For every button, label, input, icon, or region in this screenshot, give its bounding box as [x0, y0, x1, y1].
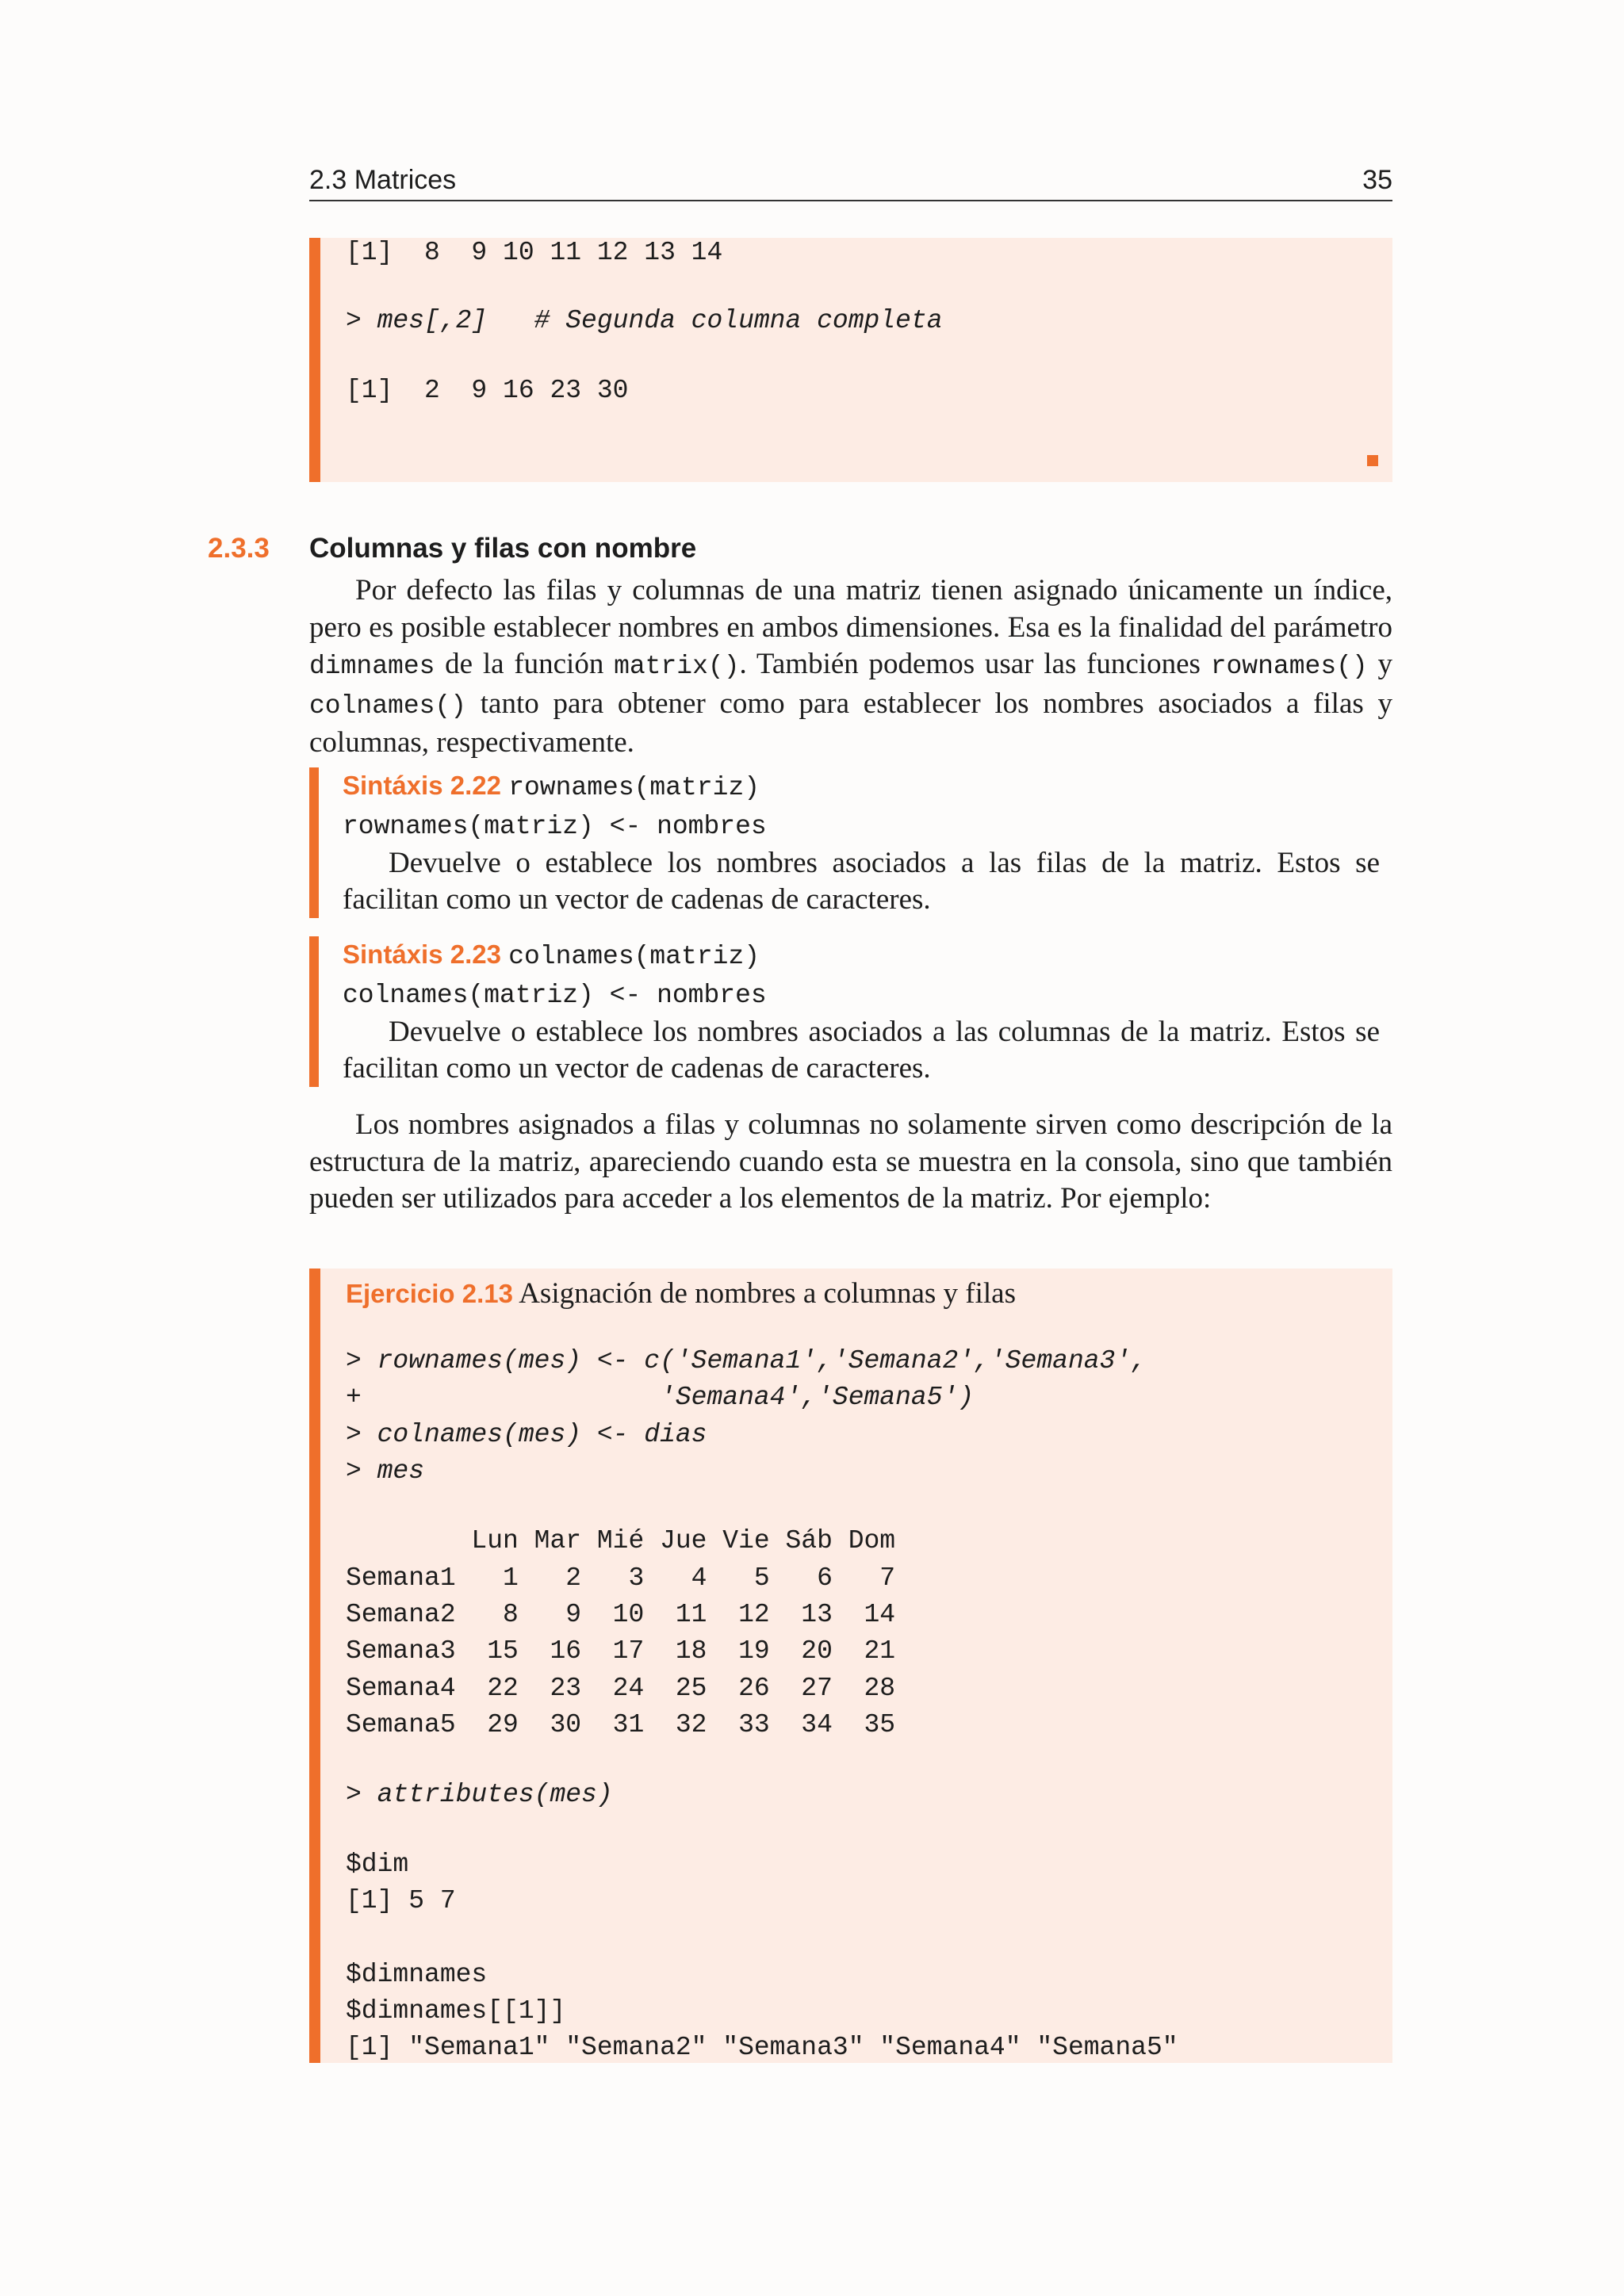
explanation-paragraph: Los nombres asignados a filas y columnas no solamente sirven como descripción de la estructura de la matriz, apareciendo cuando esta se muestra en la consola, sino que también pueden ser utilizados para acceder a los elementos de la matriz. Por ejemplo: — [309, 1108, 1392, 1215]
syntax-description: Devuelve o establece los nombres asociados a las columnas de la matriz. Estos se facilitan como un vector de cadenas de caracteres. — [343, 1016, 1380, 1085]
end-of-exercise-mark — [1367, 455, 1378, 466]
code-line: > colnames(mes) <- dias — [346, 1420, 707, 1449]
code-output-continued — [309, 238, 1392, 482]
syntax-box-rownames — [309, 767, 1392, 918]
syntax-box-colnames — [309, 936, 1392, 1087]
matrix-row: Semana2 8 9 10 11 12 13 14 — [346, 1600, 896, 1629]
matrix-row: Semana1 1 2 3 4 5 6 7 — [346, 1563, 896, 1593]
syntax-signature-assign: colnames(matriz) <- nombres — [343, 981, 767, 1010]
exercise-box — [309, 1269, 1392, 2063]
matrix-header: Lun Mar Mié Jue Vie Sáb Dom — [346, 1526, 896, 1556]
running-header — [309, 159, 1392, 201]
code-line: [1] 8 9 10 11 12 13 14 — [346, 238, 723, 267]
syntax-label: Sintáxis 2.23 — [343, 939, 501, 969]
code-line: > attributes(mes) — [346, 1780, 613, 1809]
code-line: + 'Semana4','Semana5') — [346, 1383, 975, 1412]
page-number: 35 — [1362, 165, 1392, 195]
section-number: 2.3.3 — [208, 533, 270, 564]
syntax-signature: rownames(matriz) — [508, 773, 760, 802]
output-line: $dimnames — [346, 1960, 488, 1989]
matrix-row: Semana4 22 23 24 25 26 27 28 — [346, 1674, 896, 1703]
syntax-signature-assign: rownames(matriz) <- nombres — [343, 812, 767, 841]
syntax-description: Devuelve o establece los nombres asociados a las filas de la matriz. Estos se facilitan como un vector de cadenas de caracteres. — [343, 847, 1380, 916]
code-line: > mes — [346, 1456, 425, 1486]
code-line: > rownames(mes) <- c('Semana1','Semana2','Semana3', — [346, 1346, 1147, 1376]
section-title: Columnas y filas con nombre — [309, 533, 697, 564]
code-line: [1] 2 9 16 23 30 — [346, 376, 629, 405]
output-line: [1] 5 7 — [346, 1886, 456, 1915]
intro-paragraph: Por defecto las filas y columnas de una matriz tienen asignado únicamente un índice, pero es posible establecer nombres en ambos dimensiones. Esa es la finalidad del parámetro dimnames de la función matrix(). También podemos usar las funciones rownames() y colnames() tanto para obtener como para establecer los nombres asociados a filas y columnas, respectivamente. — [309, 574, 1392, 759]
output-line: $dimnames[[1]] — [346, 1996, 566, 2026]
code-line: > mes[,2] # Segunda columna completa — [346, 306, 943, 335]
output-line: $dim — [346, 1850, 409, 1879]
exercise-heading — [346, 1276, 1016, 1311]
matrix-row: Semana5 29 30 31 32 33 34 35 — [346, 1710, 896, 1739]
syntax-signature: colnames(matriz) — [508, 942, 760, 971]
exercise-title: Asignación de nombres a columnas y filas — [519, 1277, 1016, 1310]
matrix-row: Semana3 15 16 17 18 19 20 21 — [346, 1636, 896, 1666]
output-line: [1] "Semana1" "Semana2" "Semana3" "Semana4" "Semana5" — [346, 2033, 1178, 2062]
header-section: 2.3 Matrices — [309, 165, 457, 195]
syntax-label: Sintáxis 2.22 — [343, 771, 501, 800]
exercise-label: Ejercicio 2.13 — [346, 1279, 513, 1308]
